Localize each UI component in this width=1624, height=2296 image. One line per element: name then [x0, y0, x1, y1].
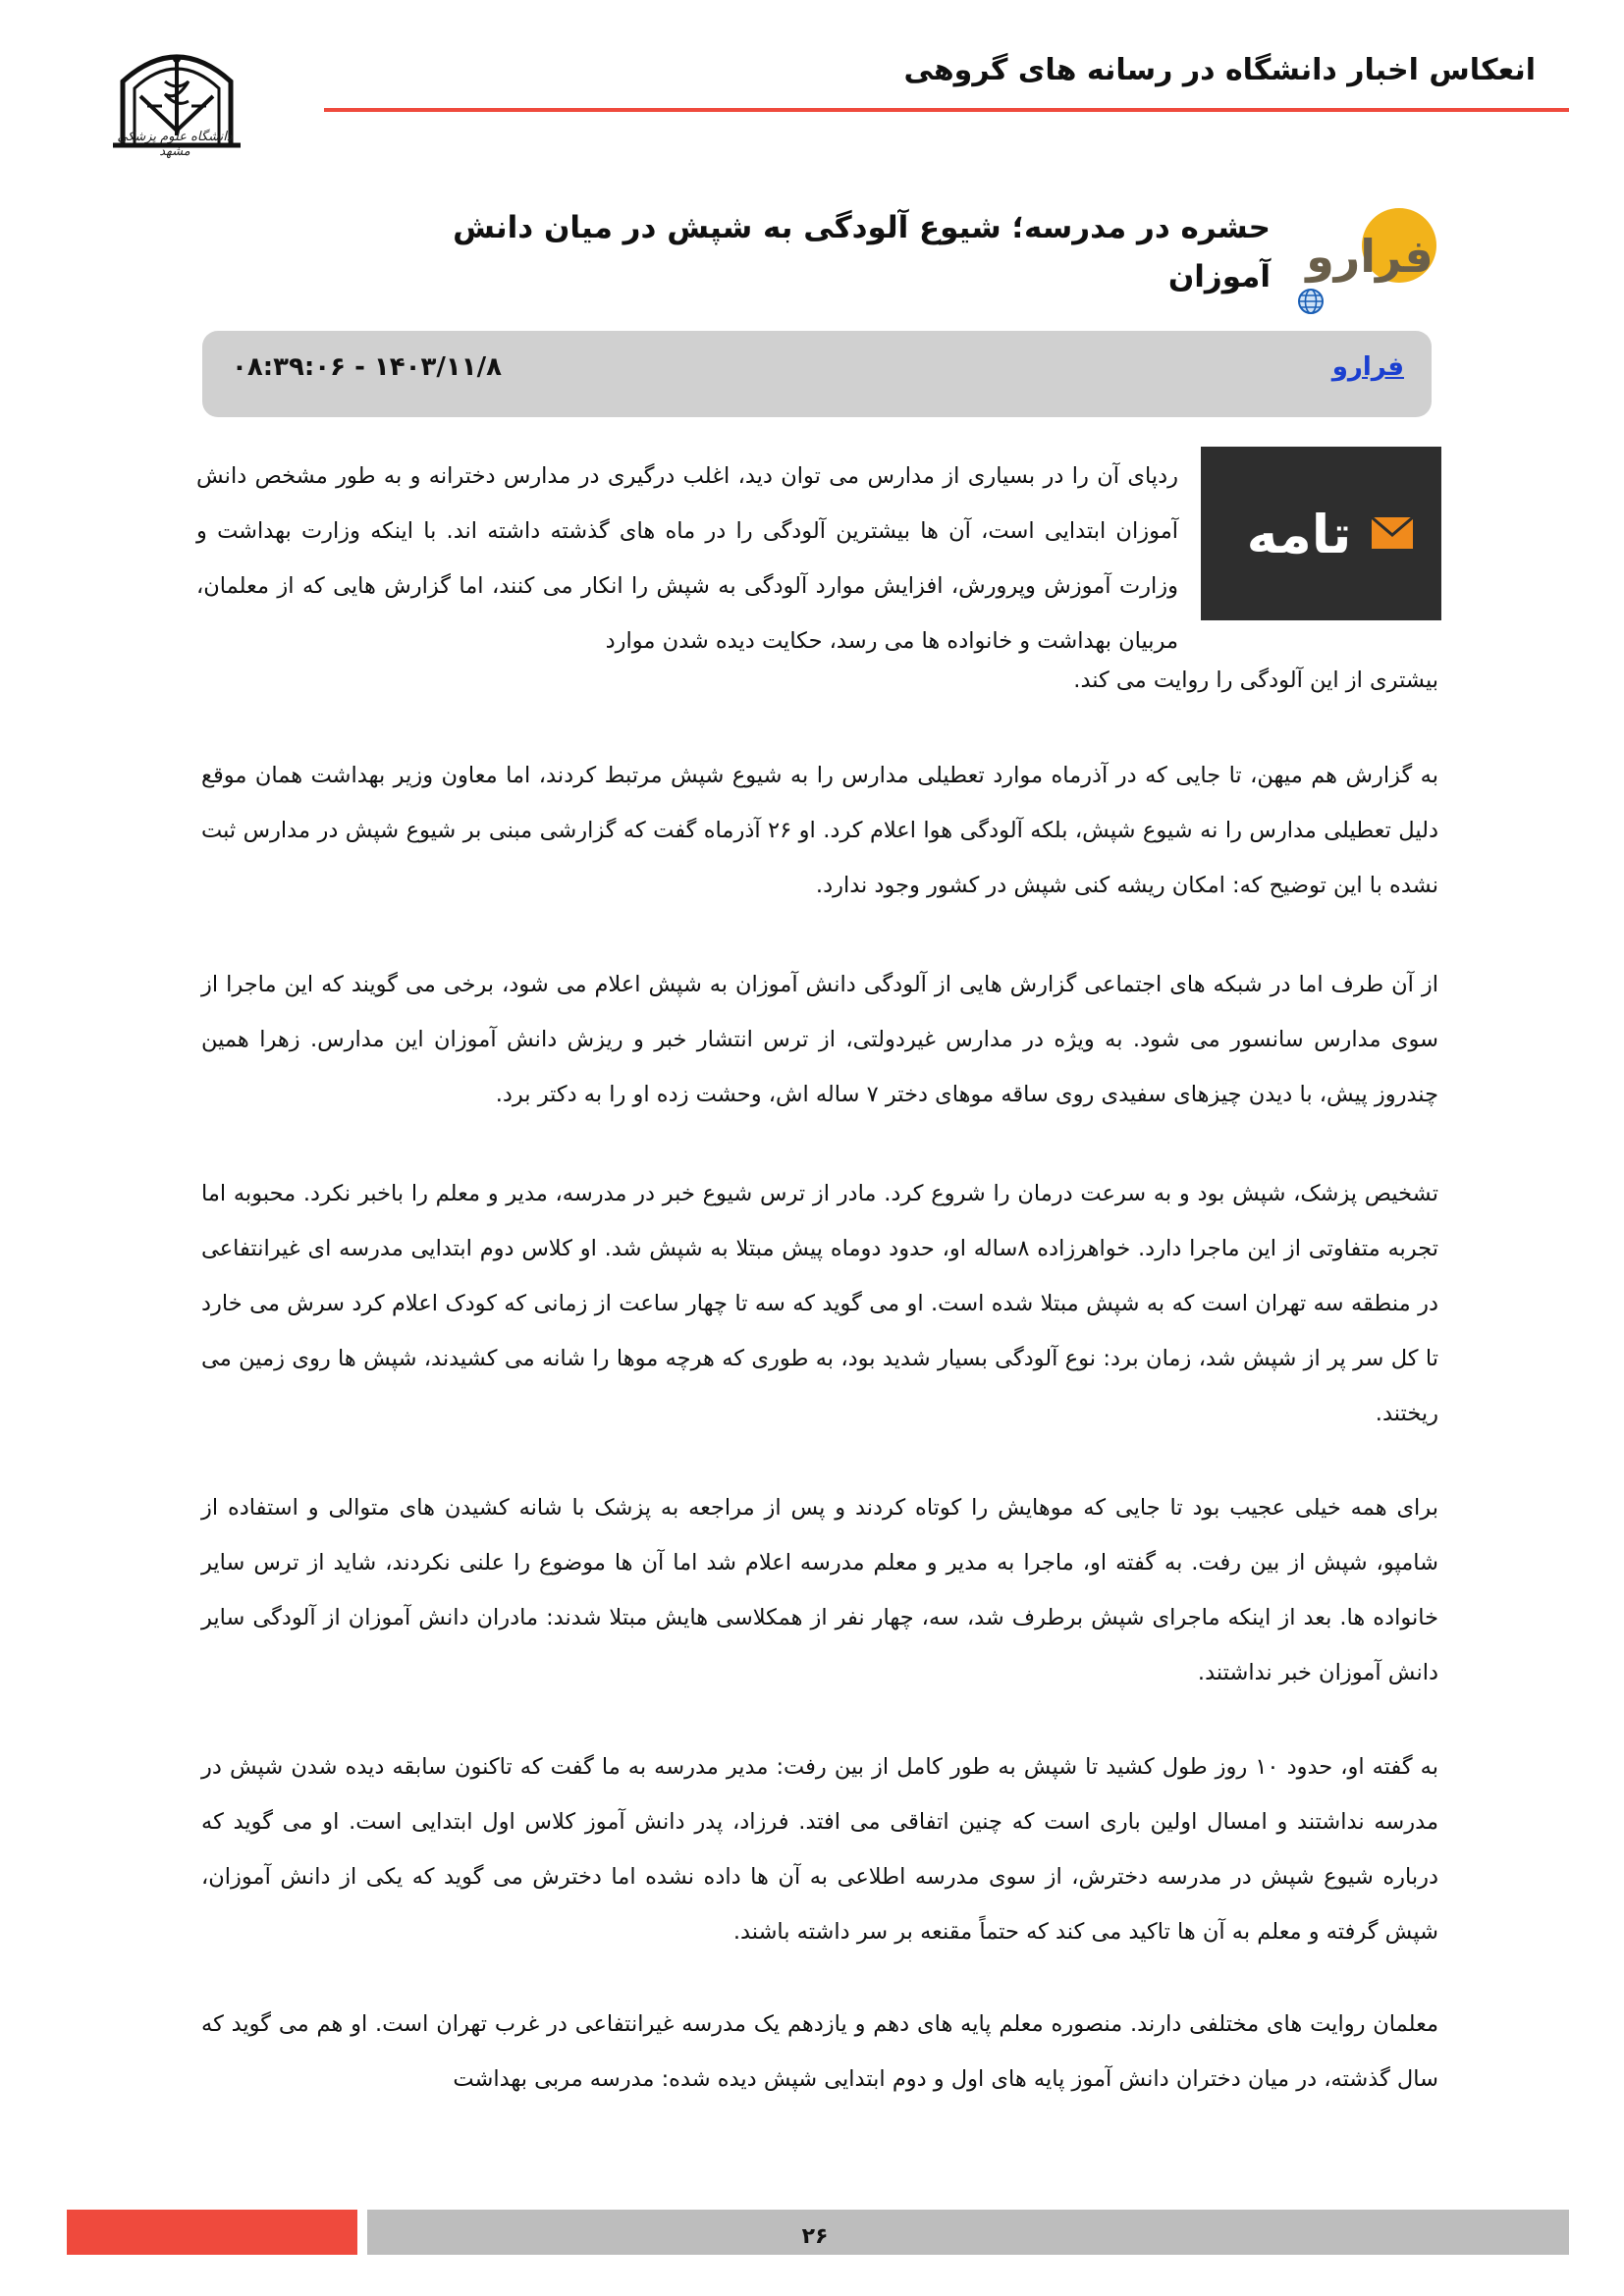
university-logo-caption: دانشگاه علوم پزشکی مشهد — [117, 130, 233, 159]
body-paragraph: به گفته او، حدود ۱۰ روز طول کشید تا شپش به طور کامل از بین رفت: مدیر مدرسه به ما گفت که تاکنون سابقه دیده شدن شپش در مدرسه نداشتند و امسال اولین باری است که چنین اتفاقی می افتد. فرزاد، پدر دانش آموز کلاس اول ابتدایی است. او می گوید که درباره شیوع شپش در مدرسه دخترش، از سوی مدرسه اطلاعی به آن ها داده نشده اما دخترش می گوید که یکی از دانش آموزان، شپش گرفته و معلم به آن ها تاکید می کند که حتماً مقنعه بر سر داشته باشند. — [201, 1754, 1438, 1945]
body-paragraph: برای همه خیلی عجیب بود تا جایی که موهایش را کوتاه کردند و پس از مراجعه به پزشک با شانه کشیدن های متوالی و استفاده از شامپو، شپش از بین رفت. به گفته او، ماجرا به مدیر و معلم مدرسه اعلام شد اما آن ها موضوع را علنی نکردند، شاید از ترس سایر خانواده ها. بعد از اینکه ماجرای شپش برطرف شد، سه، چهار نفر از همکلاسی هایش مبتلا شدند: مادران دانش آموزان از آلودگی سایر دانش آموزان خبر نداشتند. — [201, 1495, 1438, 1685]
source-link[interactable]: فرارو — [1331, 352, 1404, 382]
intro-paragraph: ردپای آن را در بسیاری از مدارس می توان دید، اغلب درگیری در مدارس دخترانه و به طور مشخص دانش آموزان ابتدایی است، آن ها بیشترین آلودگی را در ماه های گذشته داشته اند. با اینکه وزارت بهداشت و وزارت آموزش وپرورش، افزایش موارد آلودگی به شپش را انکار می کنند، اما گزارش هایی که از معلمان، مربیان بهداشت و خانواده ها می رسد، حکایت دیده شدن موارد — [196, 463, 1178, 654]
footer-accent-bar — [67, 2210, 357, 2255]
article-thumbnail — [1201, 447, 1441, 620]
footer-bar — [367, 2210, 1569, 2255]
body-paragraph: به گزارش هم میهن، تا جایی که در آذرماه موارد تعطیلی مدارس را به شیوع شپش مرتبط کردند، اما معاون وزیر بهداشت همان موقع دلیل تعطیلی مدارس را نه شیوع شپش، بلکه آلودگی هوا اعلام کرد. او ۲۶ آذرماه گفت که گزارشی مبنی بر شیوع شپش در مدارس ثبت نشده با این توضیح که: امکان ریشه کنی شپش در کشور وجود ندارد. — [201, 763, 1438, 898]
header-divider — [324, 108, 1569, 112]
body-paragraph: معلمان روایت های مختلفی دارند. منصوره معلم پایه های دهم و یازدهم یک مدرسه غیرانتفاعی در غرب تهران است. او هم می گوید که سال گذشته، در میان دختران دانش آموز پایه های اول و دوم ابتدایی شپش دیده شده: مدرسه مربی بهداشت — [201, 2011, 1438, 2092]
intro-paragraph-tail: بیشتری از این آلودگی را روایت می کند. — [1073, 667, 1438, 693]
envelope-icon — [1372, 517, 1413, 549]
page-header-title: انعکاس اخبار دانشگاه در رسانه های گروهی — [903, 53, 1536, 87]
publish-datetime: ۱۴۰۳/۱۱/۸ - ۰۸:۳۹:۰۶ — [232, 352, 502, 382]
page-number: ۲۶ — [801, 2224, 829, 2249]
body-paragraph: تشخیص پزشک، شپش بود و به سرعت درمان را شروع کرد. مادر از ترس شیوع خبر در مدرسه، مدیر و معلم را باخبر نکرد. محبوبه اما تجربه متفاوتی از این ماجرا دارد. خواهرزاده ۸ساله او، حدود دوماه پیش مبتلا به شپش شد. او کلاس دوم ابتدایی مدرسه ای غیرانتفاعی در منطقه سه تهران است که به شپش مبتلا شده است. او می گوید که سه تا چهار ساعت از زمانی که کودک اعلام کرد سرش می خارد تا کل سر پر از شپش شد، زمان برد: نوع آلودگی بسیار شدید بود، به طوری که هرچه موها را شانه می کشیدند، شپش ها روی زمین می ریختند. — [201, 1181, 1438, 1426]
article-title: حشره در مدرسه؛ شیوع آلودگی به شپش در میان دانش آموزان — [453, 210, 1271, 294]
fararu-logo-text: فرارو — [1306, 230, 1434, 283]
article-info-bar — [202, 331, 1432, 417]
globe-icon — [1296, 287, 1326, 316]
body-paragraph: از آن طرف اما در شبکه های اجتماعی گزارش هایی از آلودگی دانش آموزان به شپش اعلام می شود، برخی می گویند که این ماجرا از سوی مدارس سانسور می شود. به ویژه در مدارس غیردولتی، از ترس انتشار خبر و ریزش دانش آموزان این مدارس. زهرا همین چندروز پیش، با دیدن چیزهای سفیدی روی ساقه موهای دختر ۷ ساله اش، وحشت زده او را به دکتر برد. — [201, 972, 1438, 1107]
thumbnail-text: تامه — [1246, 504, 1352, 565]
